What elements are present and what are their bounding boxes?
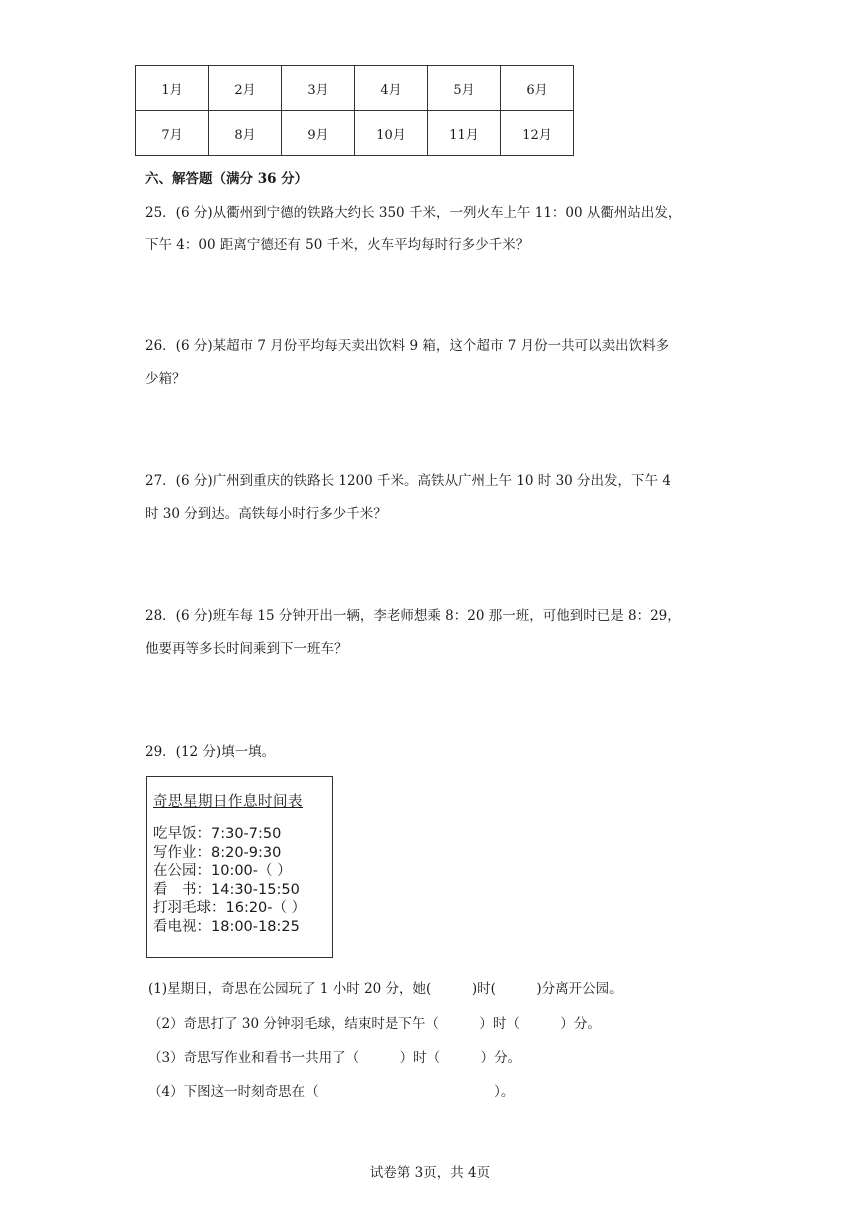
- table-cell: 9月: [282, 111, 355, 156]
- table-cell: 8月: [209, 111, 282, 156]
- question-29-sub-4: （4）下图这一时刻奇思在（ ）。: [148, 1084, 515, 1100]
- table-cell: 10月: [355, 111, 428, 156]
- table-row: [136, 111, 574, 156]
- question-27-line-2: 时 30 分到达。高铁每小时行多少千米？: [145, 506, 387, 522]
- section-title: 六、解答题（满分 36 分）: [145, 171, 309, 187]
- question-28-line-1: 28．(6 分)班车每 15 分钟开出一辆，李老师想乘 8：20 那一班，可他到时已是 8：29，: [145, 608, 681, 624]
- question-29-intro: 29．(12 分)填一填。: [145, 744, 276, 760]
- page-footer: 试卷第 3页，共 4页: [369, 1165, 491, 1181]
- question-29-sub-2: （2）奇思打了 30 分钟羽毛球，结束时是下午（ ）时（ ）分。: [148, 1016, 601, 1032]
- schedule-item: 看电视：18:00-18:25: [153, 918, 300, 935]
- months-table: [135, 65, 574, 156]
- schedule-item: 写作业：8:20-9:30: [153, 844, 282, 861]
- schedule-item: 看 书：14:30-15:50: [153, 881, 300, 898]
- table-cell: 1月: [136, 66, 209, 111]
- schedule-list: [153, 825, 306, 936]
- question-27-line-1: 27．(6 分)广州到重庆的铁路长 1200 千米。高铁从广州上午 10 时 30 分出发，下午 4: [145, 473, 671, 489]
- question-29-sub-1: (1)星期日，奇思在公园玩了 1 小时 20 分，她( )时( )分离开公园。: [148, 981, 623, 997]
- question-29-sub-3: （3）奇思写作业和看书一共用了（ ）时（ ）分。: [148, 1050, 522, 1066]
- question-25-line-2: 下午 4：00 距离宁德还有 50 千米，火车平均每时行多少千米？: [145, 237, 530, 253]
- table-cell: 7月: [136, 111, 209, 156]
- table-row: [136, 66, 574, 111]
- table-cell: 4月: [355, 66, 428, 111]
- schedule-title: 奇思星期日作息时间表: [153, 794, 303, 810]
- question-28-line-2: 他要再等多长时间乘到下一班车？: [145, 641, 348, 657]
- table-cell: 2月: [209, 66, 282, 111]
- table-cell: 5月: [428, 66, 501, 111]
- schedule-item: 吃早饭：7:30-7:50: [153, 826, 282, 842]
- question-26-line-1: 26．(6 分)某超市 7 月份平均每天卖出饮料 9 箱，这个超市 7 月份一共可以卖出饮料多: [145, 338, 670, 354]
- question-26-line-2: 少箱？: [145, 371, 186, 387]
- question-25-line-1: 25．(6 分)从衢州到宁德的铁路大约长 350 千米，一列火车上午 11：00 从衢州站出发，: [145, 205, 682, 221]
- table-cell: 12月: [501, 111, 574, 156]
- schedule-item: 在公园：10:00-（ ）: [153, 863, 292, 879]
- schedule-item: 打羽毛球：16:20-（ ）: [153, 900, 307, 916]
- table-cell: 3月: [282, 66, 355, 111]
- table-cell: 6月: [501, 66, 574, 111]
- schedule-box: [146, 776, 333, 958]
- table-cell: 11月: [428, 111, 501, 156]
